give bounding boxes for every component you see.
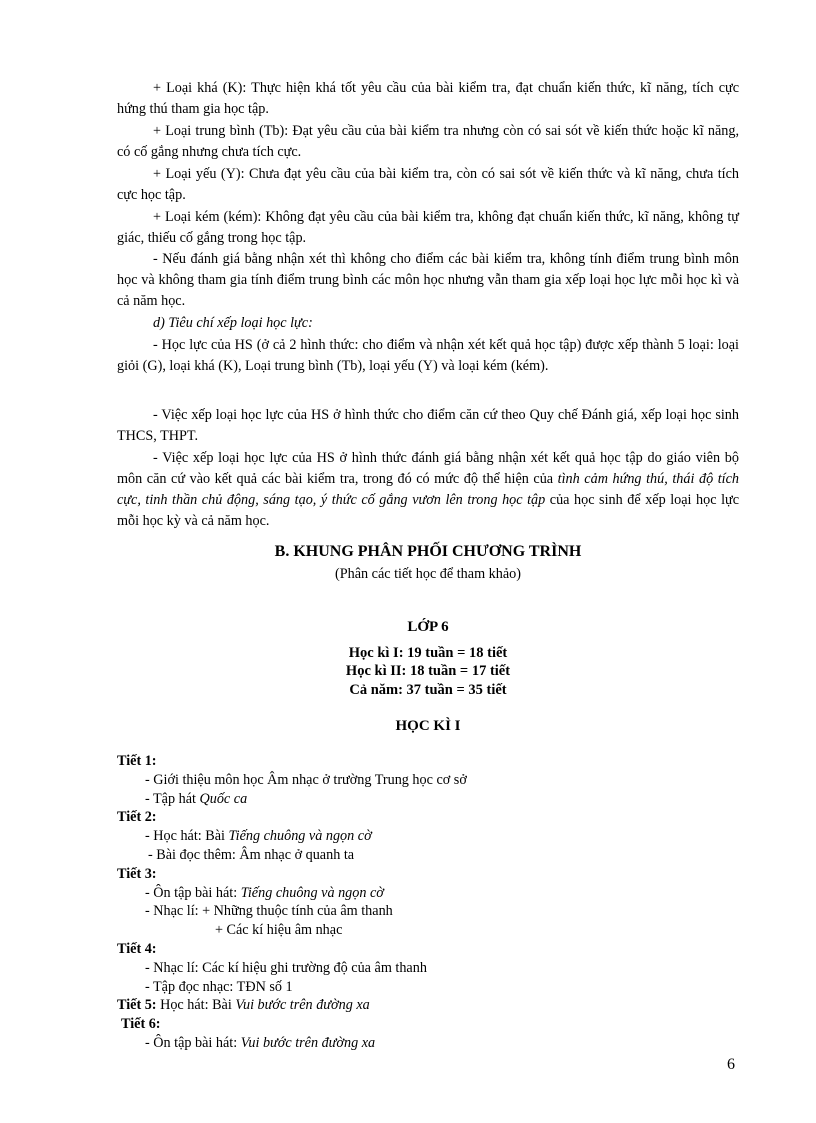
lesson-6-label: Tiết 6: [121,1016,161,1032]
paragraph-text-end: của học sinh để xếp loại học lực mỗi học kỳ và cả năm học. [117,492,739,529]
paragraph-xep-loai-cho-diem: - Việc xếp loại học lực của HS ở hình thức cho điểm căn cứ theo Quy chế Đánh giá, xếp loại học sinh THCS, THPT. [117,407,739,444]
lesson-1-label: Tiết 1: [117,753,157,769]
lesson-4-item-reading: - Tập đọc nhạc: TĐN số 1 [145,979,293,995]
lesson-1-item-intro: - Giới thiệu môn học Âm nhạc ở trường Trung học cơ sở [145,772,467,788]
heading-tieu-chi: d) Tiêu chí xếp loại học lực: [153,315,313,331]
lesson-5-line [117,996,370,1015]
song-title: Vui bước trên đường xa [240,1035,376,1051]
lesson-2-item-song [145,827,372,846]
term-2-summary: Học kì II: 18 tuần = 17 tiết [345,663,511,679]
song-title: Quốc ca [199,791,248,807]
song-title: Vui bước trên đường xa [235,997,370,1013]
lesson-6-item-review [145,1034,375,1053]
paragraph-emphasis: tình cảm hứng thú, thái độ tích cực, tinh thần chủ động, sáng tạo, ý thức cố gắng vươn lên trong học tập [117,471,740,508]
page-number: 6 [727,1056,735,1073]
paragraph-loai-trung-binh: + Loại trung bình (Tb): Đạt yêu cầu của bài kiểm tra nhưng còn có sai sót về kiến thức hoặc kĩ năng, có cố gắng nhưng chưa tích cực. [117,123,739,160]
semester-title: HỌC KÌ I [395,718,461,734]
section-subtitle: (Phân các tiết học để tham khảo) [335,566,521,582]
paragraph-loai-yeu: + Loại yếu (Y): Chưa đạt yêu cầu của bài kiểm tra, còn có sai sót về kiến thức và kĩ năng, chưa tích cực học tập. [117,166,739,203]
lesson-3-item-theory: - Nhạc lí: + Những thuộc tính của âm thanh [145,903,393,919]
lesson-5-label: Tiết 5: [117,997,157,1013]
item-text: - Ôn tập bài hát: [145,1035,241,1051]
lesson-4-item-theory: - Nhạc lí: Các kí hiệu ghi trường độ của âm thanh [145,960,427,976]
year-summary: Cả năm: 37 tuần = 35 tiết [349,682,507,698]
lesson-2-item-reading: - Bài đọc thêm: Âm nhạc ở quanh ta [148,847,355,863]
paragraph-text: - Việc xếp loại học lực của HS ở hình thức đánh giá bằng nhận xét kết quả học tập do giáo viên bộ môn căn cứ vào kết quả các bài kiểm tra, trong đó có mức độ thể hiện của [117,450,739,487]
paragraph-hoc-luc: - Học lực của HS (ở cả 2 hình thức: cho điểm và nhận xét kết quả học tập) được xếp thành 5 loại: loại giỏi (G), loại khá (K), Loại trung bình (Tb), loại yếu (Y) và loại kém (kém). [117,337,739,374]
grade-title: LỚP 6 [407,619,449,635]
paragraph-loai-kha: + Loại khá (K): Thực hiện khá tốt yêu cầu của bài kiểm tra, đạt chuẩn kiến thức, kĩ năng, tích cực hứng thú tham gia học tập. [117,80,739,117]
item-text: - Tập hát [145,791,200,807]
lesson-3-label: Tiết 3: [117,866,157,882]
item-text: - Học hát: Bài [145,828,229,844]
song-title: Tiếng chuông và ngọn cờ [228,828,372,844]
song-title: Tiếng chuông và ngọn cờ [240,885,384,901]
lesson-4-label: Tiết 4: [117,941,157,957]
item-text: - Ôn tập bài hát: [145,885,241,901]
term-1-summary: Học kì I: 19 tuần = 18 tiết [348,645,508,661]
section-title: B. KHUNG PHÂN PHỐI CHƯƠNG TRÌNH [274,543,582,560]
lesson-1-item-song [145,790,247,809]
item-text: Học hát: Bài [156,997,236,1013]
lesson-2-label: Tiết 2: [117,809,157,825]
paragraph-xep-loai-nhan-xet [117,448,739,532]
paragraph-nhan-xet: - Nếu đánh giá bằng nhận xét thì không cho điểm các bài kiểm tra, không tính điểm trung bình môn học và không tham gia tính điểm trung bình các môn học nhưng vẫn tham gia xếp loại học lực mỗi học kì và cả năm học. [117,251,739,309]
paragraph-loai-kem: + Loại kém (kém): Không đạt yêu cầu của bài kiểm tra, không đạt chuẩn kiến thức, kĩ năng, không tự giác, thiếu cố gắng trong học tập. [117,209,739,246]
lesson-3-item-notation: + Các kí hiệu âm nhạc [215,922,343,938]
lesson-3-item-review [145,884,384,903]
